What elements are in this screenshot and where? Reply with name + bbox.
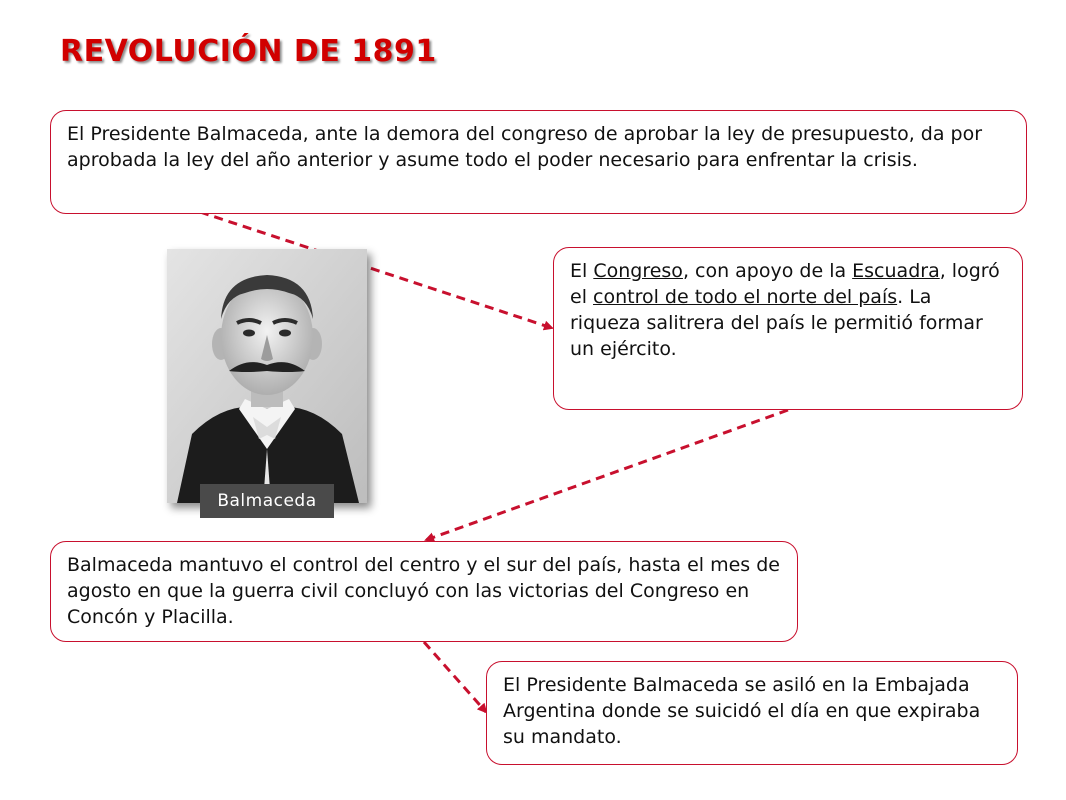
box3-text: Balmaceda mantuvo el control del centro y el sur del país, hasta el mes de agosto en que la guerra civil concluyó con las victorias del Congreso en Concón y Placilla. (67, 554, 780, 628)
page-title: REVOLUCIÓN DE 1891 (60, 34, 437, 69)
box2-text-4: . La riqueza salitrera del país le permitió formar un ejército. (570, 286, 983, 360)
box2-underline-control: control de todo el norte del país (593, 286, 898, 308)
photo-caption: Balmaceda (200, 484, 334, 518)
arrow-box3-to-box4 (424, 642, 486, 712)
portrait-illustration (167, 249, 367, 503)
arrow-box2-to-box3 (426, 410, 788, 540)
box2-underline-escuadra: Escuadra (852, 260, 940, 282)
box2-text-2: , con apoyo de la (682, 260, 853, 282)
box2-text-1: El (570, 260, 594, 282)
text-box-congreso (553, 247, 1023, 410)
box4-text: El Presidente Balmaceda se asiló en la Embajada Argentina donde se suicidó el día en que expiraba su mandato. (503, 674, 981, 748)
box1-text: El Presidente Balmaceda, ante la demora del congreso de aprobar la ley de presupuesto, da por aprobada la ley del año anterior y asume todo el poder necesario para enfrentar la crisis. (67, 123, 983, 171)
box2-underline-congreso: Congreso (593, 260, 683, 282)
box2-text-3: , logró el (570, 260, 1000, 308)
text-box-presupuesto (50, 110, 1027, 214)
text-box-control-centro-sur (50, 541, 798, 642)
text-box-asilo (486, 661, 1018, 765)
balmaceda-portrait (167, 249, 367, 503)
